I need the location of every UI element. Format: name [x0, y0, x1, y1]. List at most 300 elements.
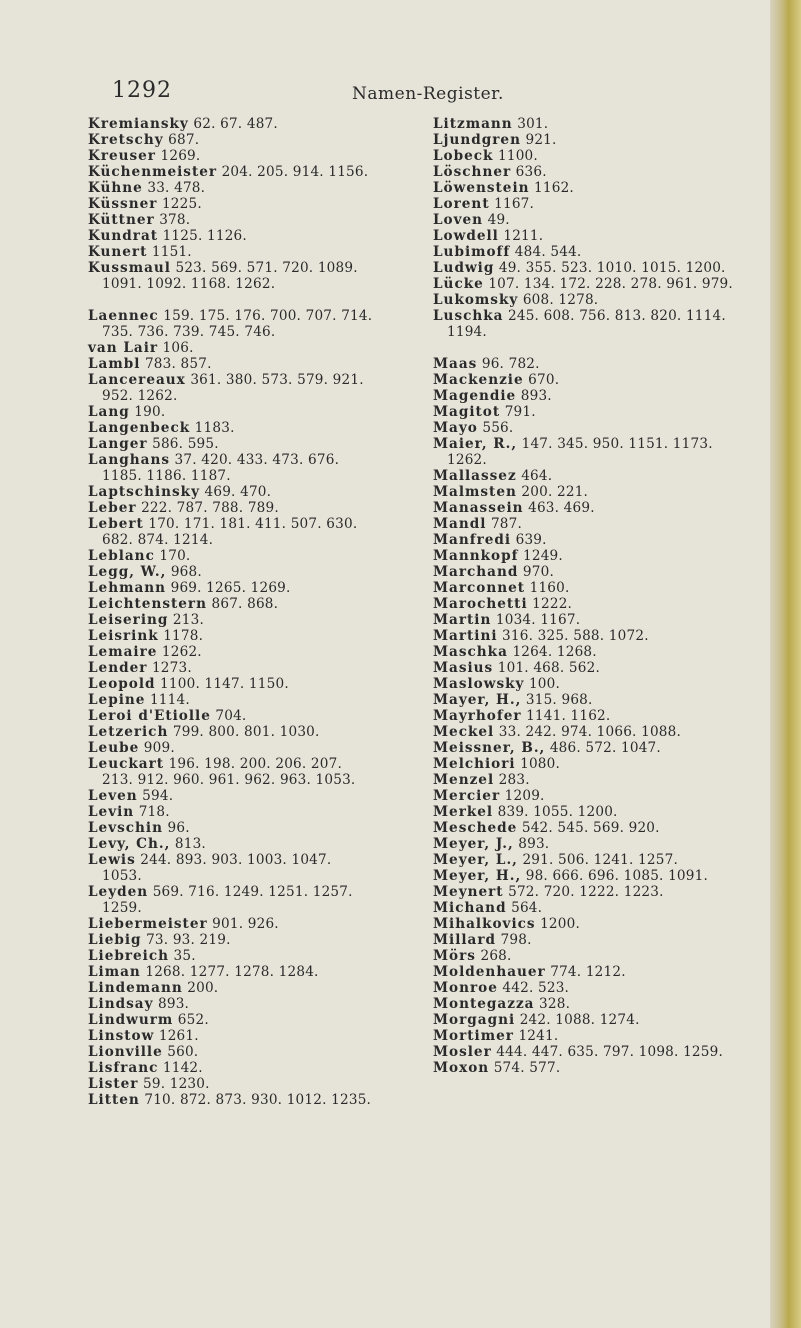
- entry-name: Legg, W.,: [88, 564, 167, 580]
- entry-page-refs: 1222.: [532, 596, 573, 612]
- index-entry: [88, 436, 373, 452]
- entry-page-refs: 49.: [487, 212, 510, 228]
- index-entry: [433, 164, 753, 180]
- entry-page-refs: 464.: [521, 468, 553, 484]
- entry-name: Leisering: [88, 612, 169, 628]
- entry-name: Liebig: [88, 932, 142, 948]
- page-number: 1292: [112, 78, 172, 103]
- entry-page-refs: 556.: [482, 420, 514, 436]
- entry-name: Mayo: [433, 420, 478, 436]
- entry-page-refs: 639.: [515, 532, 547, 548]
- index-entry: [88, 260, 373, 292]
- index-entry: [88, 420, 373, 436]
- entry-page-refs: 328.: [539, 996, 571, 1012]
- entry-page-refs: 1178.: [163, 628, 204, 644]
- entry-name: Lindemann: [88, 980, 183, 996]
- entry-name: Meschede: [433, 820, 518, 836]
- index-entry: [88, 244, 373, 260]
- entry-name: Küttner: [88, 212, 155, 228]
- index-entry: [88, 1028, 373, 1044]
- entry-name: Meissner, B.,: [433, 740, 546, 756]
- entry-page-refs: 1100.: [498, 148, 538, 164]
- index-entry: [88, 852, 373, 884]
- entry-page-refs: 1249.: [523, 548, 563, 564]
- entry-name: Lukomsky: [433, 292, 519, 308]
- entry-page-refs: 33. 242. 974. 1066. 1088.: [498, 724, 682, 740]
- entry-name: Küssner: [88, 196, 158, 212]
- index-entry: [88, 644, 373, 660]
- entry-name: Lewis: [88, 852, 136, 868]
- entry-page-refs: 190.: [134, 404, 166, 420]
- index-entry: [88, 516, 373, 548]
- index-entry: [433, 900, 753, 916]
- entry-name: Martin: [433, 612, 492, 628]
- index-entry: [433, 932, 753, 948]
- entry-name: Loven: [433, 212, 484, 228]
- entry-page-refs: 1211.: [503, 228, 544, 244]
- index-entry: [88, 116, 373, 132]
- index-entry: [433, 196, 753, 212]
- entry-page-refs: 1167.: [494, 196, 535, 212]
- index-entry: [88, 724, 373, 740]
- index-entry: [433, 484, 753, 500]
- index-entry: [88, 484, 373, 500]
- entry-page-refs: 244. 893. 903. 1003. 1047. 1053.: [102, 852, 332, 884]
- entry-name: Martini: [433, 628, 498, 644]
- index-entry: [88, 564, 373, 580]
- entry-name: Liebermeister: [88, 916, 208, 932]
- entry-page-refs: 1264. 1268.: [512, 644, 597, 660]
- entry-page-refs: 586. 595.: [152, 436, 219, 452]
- entry-page-refs: 101. 468. 562.: [497, 660, 600, 676]
- entry-page-refs: 62. 67. 487.: [193, 116, 278, 132]
- index-entry: [88, 500, 373, 516]
- entry-name: Kremiansky: [88, 116, 189, 132]
- entry-name: Menzel: [433, 772, 495, 788]
- index-entry: [88, 548, 373, 564]
- entry-page-refs: 687.: [168, 132, 200, 148]
- index-entry: [88, 628, 373, 644]
- index-entry: [433, 580, 753, 596]
- entry-page-refs: 316. 325. 588. 1072.: [502, 628, 649, 644]
- entry-name: Lindsay: [88, 996, 154, 1012]
- entry-name: Maschka: [433, 644, 508, 660]
- entry-name: Kussmaul: [88, 260, 171, 276]
- index-entry: [88, 372, 373, 404]
- entry-name: Masius: [433, 660, 494, 676]
- index-entry: [433, 1028, 753, 1044]
- entry-name: Kundrat: [88, 228, 159, 244]
- index-entry: [88, 228, 373, 244]
- entry-page-refs: 1162.: [534, 180, 574, 196]
- index-entry: [88, 692, 373, 708]
- entry-name: Luschka: [433, 308, 504, 324]
- entry-name: Lindwurm: [88, 1012, 174, 1028]
- index-entry: [433, 132, 753, 148]
- entry-name: Maslowsky: [433, 676, 525, 692]
- entry-name: Linstow: [88, 1028, 155, 1044]
- entry-name: Lorent: [433, 196, 490, 212]
- index-entry: [433, 388, 753, 404]
- entry-name: Mannkopf: [433, 548, 519, 564]
- entry-page-refs: 159. 175. 176. 700. 707. 714. 735. 736. 739. 745. 746.: [102, 308, 373, 340]
- entry-page-refs: 893.: [158, 996, 190, 1012]
- index-entry: [433, 228, 753, 244]
- entry-name: Mercier: [433, 788, 501, 804]
- index-entry: [88, 708, 373, 724]
- entry-name: Millard: [433, 932, 497, 948]
- index-entry: [433, 740, 753, 756]
- entry-page-refs: 1268. 1277. 1278. 1284.: [145, 964, 319, 980]
- entry-page-refs: 291. 506. 1241. 1257.: [522, 852, 678, 868]
- entry-page-refs: 98. 666. 696. 1085. 1091.: [525, 868, 709, 884]
- entry-page-refs: 1125. 1126.: [162, 228, 247, 244]
- index-entry: [88, 996, 373, 1012]
- entry-page-refs: 921.: [525, 132, 557, 148]
- entry-name: Leven: [88, 788, 138, 804]
- index-entry: [433, 404, 753, 420]
- entry-name: Mortimer: [433, 1028, 514, 1044]
- entry-name: Kretschy: [88, 132, 164, 148]
- index-entry: [433, 548, 753, 564]
- entry-page-refs: 35.: [173, 948, 196, 964]
- entry-name: Morgagni: [433, 1012, 516, 1028]
- index-entry: [88, 820, 373, 836]
- index-entry: [433, 276, 753, 292]
- index-entry: [433, 292, 753, 308]
- entry-name: Lambl: [88, 356, 141, 372]
- entry-name: Lehmann: [88, 580, 167, 596]
- index-entry: [433, 644, 753, 660]
- entry-name: Lubimoff: [433, 244, 511, 260]
- entry-name: Laptschinsky: [88, 484, 200, 500]
- entry-name: Letzerich: [88, 724, 169, 740]
- entry-page-refs: 670.: [528, 372, 560, 388]
- index-entry: [88, 980, 373, 996]
- index-entry: [433, 468, 753, 484]
- entry-page-refs: 608. 1278.: [522, 292, 599, 308]
- entry-page-refs: 196. 198. 200. 206. 207. 213. 912. 960. 961. 962. 963. 1053.: [102, 756, 356, 788]
- entry-page-refs: 200. 221.: [521, 484, 589, 500]
- entry-page-refs: 542. 545. 569. 920.: [521, 820, 660, 836]
- index-entry: [433, 676, 753, 692]
- index-entry: [433, 916, 753, 932]
- entry-page-refs: 222. 787. 788. 789.: [141, 500, 279, 516]
- entry-page-refs: 523. 569. 571. 720. 1089. 1091. 1092. 1168. 1262.: [102, 260, 358, 292]
- entry-page-refs: 652.: [177, 1012, 209, 1028]
- entry-name: Mayer, H.,: [433, 692, 522, 708]
- entry-name: Lister: [88, 1076, 139, 1092]
- entry-name: Laennec: [88, 308, 159, 324]
- entry-name: Kreuser: [88, 148, 156, 164]
- entry-page-refs: 204. 205. 914. 1156.: [221, 164, 369, 180]
- entry-page-refs: 200.: [187, 980, 219, 996]
- entry-name: Mihalkovics: [433, 916, 536, 932]
- entry-page-refs: 463. 469.: [528, 500, 595, 516]
- index-entry: [88, 948, 373, 964]
- entry-name: Lepine: [88, 692, 146, 708]
- entry-name: Löschner: [433, 164, 512, 180]
- index-column-right: [433, 116, 753, 1076]
- entry-name: Leblanc: [88, 548, 155, 564]
- entry-page-refs: 560.: [167, 1044, 199, 1060]
- entry-page-refs: 1183.: [194, 420, 235, 436]
- entry-page-refs: 106.: [162, 340, 194, 356]
- index-entry: [433, 628, 753, 644]
- entry-name: Kühne: [88, 180, 143, 196]
- entry-page-refs: 242. 1088. 1274.: [519, 1012, 640, 1028]
- index-entry: [433, 964, 753, 980]
- entry-name: Lang: [88, 404, 130, 420]
- entry-name: Langhans: [88, 452, 170, 468]
- entry-name: Meynert: [433, 884, 504, 900]
- index-entry: [88, 660, 373, 676]
- index-entry: [88, 212, 373, 228]
- entry-name: Levschin: [88, 820, 163, 836]
- page-header: [0, 78, 770, 118]
- entry-page-refs: 574. 577.: [493, 1060, 561, 1076]
- page-edge: [770, 0, 801, 1328]
- entry-name: Maas: [433, 356, 478, 372]
- entry-page-refs: 378.: [159, 212, 191, 228]
- entry-page-refs: 486. 572. 1047.: [549, 740, 661, 756]
- entry-name: Leyden: [88, 884, 149, 900]
- entry-page-refs: 1225.: [161, 196, 202, 212]
- index-entry: [433, 356, 753, 372]
- entry-name: Litzmann: [433, 116, 513, 132]
- entry-page-refs: 33. 478.: [147, 180, 206, 196]
- entry-name: Liebreich: [88, 948, 170, 964]
- entry-page-refs: 569. 716. 1249. 1251. 1257. 1259.: [102, 884, 353, 916]
- index-entry: [433, 212, 753, 228]
- index-entry: [88, 148, 373, 164]
- entry-page-refs: 968.: [170, 564, 202, 580]
- entry-name: Meyer, J.,: [433, 836, 514, 852]
- entry-page-refs: 909.: [143, 740, 175, 756]
- entry-page-refs: 969. 1265. 1269.: [170, 580, 291, 596]
- entry-name: Malmsten: [433, 484, 517, 500]
- entry-name: Meyer, H.,: [433, 868, 522, 884]
- index-entry: [433, 532, 753, 548]
- index-entry: [433, 884, 753, 900]
- entry-page-refs: 301.: [517, 116, 549, 132]
- index-entry: [88, 356, 373, 372]
- entry-name: Moldenhauer: [433, 964, 546, 980]
- entry-name: Löwenstein: [433, 180, 530, 196]
- entry-name: Moxon: [433, 1060, 490, 1076]
- entry-name: Langenbeck: [88, 420, 191, 436]
- entry-name: van Lair: [88, 340, 159, 356]
- index-entry: [433, 756, 753, 772]
- entry-name: Manfredi: [433, 532, 512, 548]
- entry-name: Michand: [433, 900, 507, 916]
- entry-page-refs: 867. 868.: [211, 596, 279, 612]
- index-entry: [433, 996, 753, 1012]
- index-entry: [433, 436, 753, 468]
- index-entry: [433, 788, 753, 804]
- entry-name: Ludwig: [433, 260, 495, 276]
- index-entry: [433, 148, 753, 164]
- entry-name: Monroe: [433, 980, 498, 996]
- entry-page-refs: 469. 470.: [204, 484, 272, 500]
- entry-name: Mayrhofer: [433, 708, 522, 724]
- entry-name: Lender: [88, 660, 148, 676]
- entry-page-refs: 283.: [498, 772, 530, 788]
- entry-page-refs: 774. 1212.: [550, 964, 626, 980]
- entry-page-refs: 636.: [515, 164, 547, 180]
- index-entry: [433, 868, 753, 884]
- index-entry: [433, 980, 753, 996]
- entry-page-refs: 1141. 1162.: [526, 708, 611, 724]
- entry-page-refs: 783. 857.: [144, 356, 212, 372]
- entry-page-refs: 1269.: [160, 148, 201, 164]
- entry-page-refs: 49. 355. 523. 1010. 1015. 1200.: [498, 260, 726, 276]
- index-entry: [88, 596, 373, 612]
- entry-page-refs: 901. 926.: [212, 916, 279, 932]
- entry-page-refs: 718.: [138, 804, 170, 820]
- entry-page-refs: 100.: [528, 676, 561, 692]
- index-entry: [88, 612, 373, 628]
- index-entry: [88, 756, 373, 788]
- entry-page-refs: 710. 872. 873. 930. 1012. 1235.: [144, 1092, 372, 1108]
- entry-page-refs: 1273.: [151, 660, 192, 676]
- entry-name: Litten: [88, 1092, 140, 1108]
- index-entry: [433, 1060, 753, 1076]
- index-entry: [88, 404, 373, 420]
- entry-name: Liman: [88, 964, 141, 980]
- entry-name: Lionville: [88, 1044, 163, 1060]
- entry-page-refs: 444. 447. 635. 797. 1098. 1259.: [496, 1044, 723, 1060]
- entry-page-refs: 787.: [490, 516, 523, 532]
- entry-name: Leuckart: [88, 756, 165, 772]
- index-entry: [433, 948, 753, 964]
- index-entry: [433, 596, 753, 612]
- entry-name: Lancereaux: [88, 372, 186, 388]
- entry-name: Lemaire: [88, 644, 158, 660]
- entry-page-refs: 1142.: [162, 1060, 203, 1076]
- entry-page-refs: 813.: [174, 836, 206, 852]
- entry-page-refs: 564.: [511, 900, 543, 916]
- entry-page-refs: 37. 420. 433. 473. 676. 1185. 1186. 1187.: [102, 452, 340, 484]
- index-entry: [433, 564, 753, 580]
- entry-page-refs: 1261.: [158, 1028, 199, 1044]
- index-entry: [88, 164, 373, 180]
- entry-page-refs: 1209.: [504, 788, 545, 804]
- index-entry: [433, 852, 753, 868]
- entry-name: Magitot: [433, 404, 501, 420]
- entry-name: Levin: [88, 804, 135, 820]
- entry-name: Kunert: [88, 244, 148, 260]
- entry-name: Meyer, L.,: [433, 852, 518, 868]
- entry-page-refs: 59. 1230.: [143, 1076, 210, 1092]
- index-entry: [88, 180, 373, 196]
- entry-page-refs: 361. 380. 573. 579. 921. 952. 1262.: [102, 372, 364, 404]
- entry-name: Levy, Ch.,: [88, 836, 171, 852]
- entry-page-refs: 799. 800. 801. 1030.: [172, 724, 320, 740]
- index-entry: [433, 772, 753, 788]
- entry-name: Küchenmeister: [88, 164, 218, 180]
- entry-name: Lisfranc: [88, 1060, 159, 1076]
- entry-page-refs: 268.: [480, 948, 512, 964]
- entry-page-refs: 1200.: [540, 916, 580, 932]
- index-entry: [433, 516, 753, 532]
- index-entry: [88, 340, 373, 356]
- index-column-left: [88, 116, 373, 1108]
- index-entry: [88, 740, 373, 756]
- entry-name: Mackenzie: [433, 372, 524, 388]
- entry-page-refs: 107. 134. 172. 228. 278. 961. 979.: [488, 276, 733, 292]
- index-entry: [88, 580, 373, 596]
- index-entry: [88, 1044, 373, 1060]
- index-entry: [88, 132, 373, 148]
- entry-page-refs: 1151.: [151, 244, 192, 260]
- index-entry: [88, 788, 373, 804]
- index-entry: [88, 884, 373, 916]
- entry-page-refs: 1114.: [149, 692, 190, 708]
- entry-page-refs: 315. 968.: [525, 692, 593, 708]
- entry-name: Melchiori: [433, 756, 516, 772]
- entry-name: Marconnet: [433, 580, 526, 596]
- entry-page-refs: 791.: [504, 404, 536, 420]
- index-entry: [433, 420, 753, 436]
- index-entry: [88, 676, 373, 692]
- entry-page-refs: 839. 1055. 1200.: [497, 804, 618, 820]
- entry-name: Leube: [88, 740, 140, 756]
- entry-page-refs: 170.: [159, 548, 191, 564]
- entry-name: Leisrink: [88, 628, 159, 644]
- index-entry: [433, 1044, 753, 1060]
- index-entry: [433, 372, 753, 388]
- index-entry: [88, 964, 373, 980]
- index-entry: [433, 660, 753, 676]
- entry-page-refs: 1241.: [518, 1028, 559, 1044]
- index-entry: [433, 244, 753, 260]
- entry-name: Lowdell: [433, 228, 499, 244]
- index-entry: [88, 1012, 373, 1028]
- entry-page-refs: 704.: [215, 708, 247, 724]
- index-entry: [433, 724, 753, 740]
- index-entry: [433, 612, 753, 628]
- entry-page-refs: 73. 93. 219.: [146, 932, 231, 948]
- index-entry: [433, 804, 753, 820]
- entry-name: Ljundgren: [433, 132, 521, 148]
- entry-name: Leichtenstern: [88, 596, 207, 612]
- entry-name: Leber: [88, 500, 137, 516]
- entry-name: Maier, R.,: [433, 436, 518, 452]
- index-entry: [88, 308, 373, 340]
- index-entry: [433, 820, 753, 836]
- entry-name: Marochetti: [433, 596, 528, 612]
- index-entry: [88, 916, 373, 932]
- index-entry: [88, 932, 373, 948]
- entry-page-refs: 147. 345. 950. 1151. 1173. 1262.: [447, 436, 713, 468]
- entry-page-refs: 213.: [172, 612, 204, 628]
- entry-name: Mandl: [433, 516, 487, 532]
- entry-page-refs: 594.: [142, 788, 174, 804]
- index-entry: [433, 836, 753, 852]
- index-entry: [88, 1060, 373, 1076]
- index-entry: [88, 1092, 373, 1108]
- entry-name: Leopold: [88, 676, 156, 692]
- entry-page-refs: 170. 171. 181. 411. 507. 630. 682. 874. 1214.: [102, 516, 358, 548]
- entry-name: Lobeck: [433, 148, 494, 164]
- entry-page-refs: 96. 782.: [481, 356, 540, 372]
- entry-page-refs: 1262.: [161, 644, 202, 660]
- index-entry: [88, 196, 373, 212]
- index-entry: [433, 308, 753, 340]
- index-entry: [88, 804, 373, 820]
- index-entry: [88, 1076, 373, 1092]
